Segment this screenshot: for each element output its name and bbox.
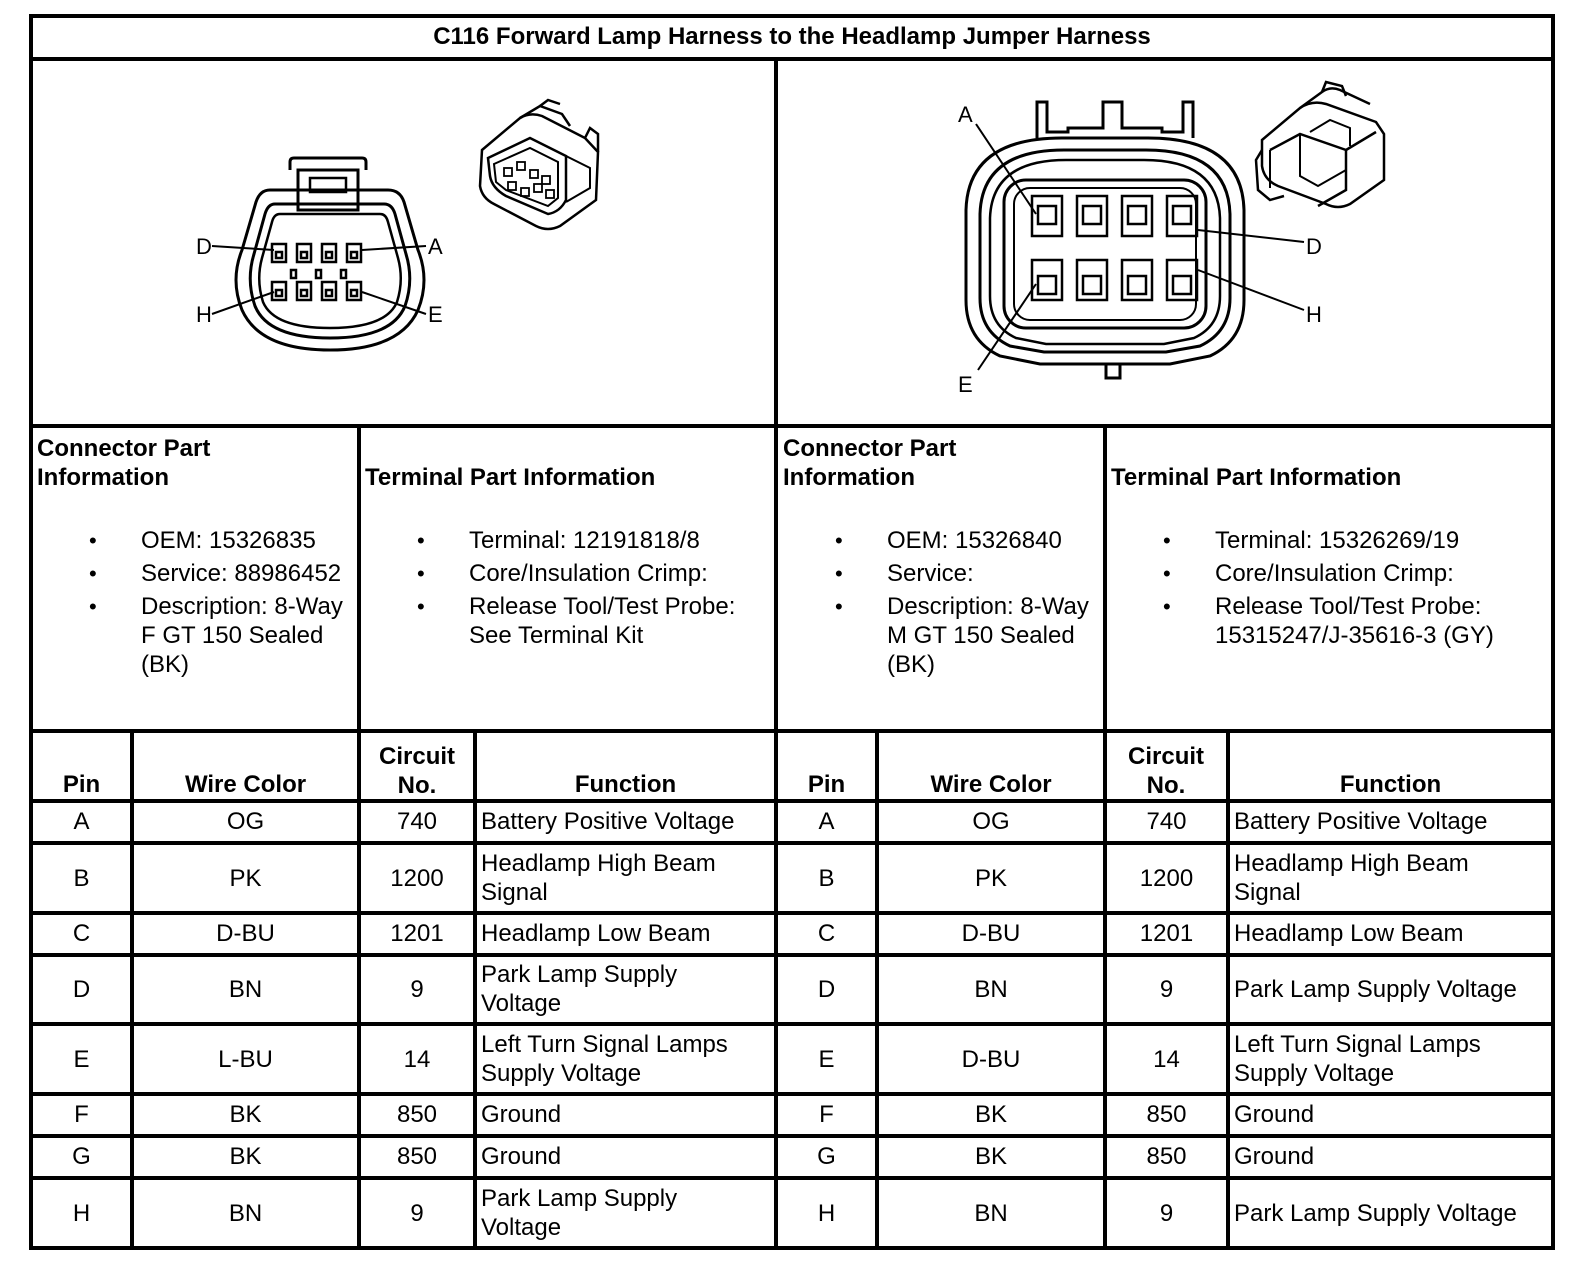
- table-cell-pin: B: [73, 865, 90, 892]
- terminal-info-list: [365, 526, 773, 654]
- male-cavities: [1032, 196, 1197, 300]
- table-cell-pin: D: [817, 976, 836, 1003]
- col-header-pin: Pin: [807, 771, 846, 798]
- table-cell-circuit: 740: [396, 808, 438, 835]
- female-connector-face: [212, 158, 426, 350]
- table-cell-circuit: 850: [1146, 1143, 1187, 1170]
- col-header-function: Function: [574, 771, 677, 798]
- male-connector-face: [966, 102, 1304, 378]
- table-cell-function: Headlamp High Beam Signal: [481, 850, 716, 906]
- table-cell-circuit: 850: [396, 1143, 438, 1170]
- female-cavities: [272, 244, 361, 300]
- table-cell-function: Left Turn Signal Lamps Supply Voltage: [481, 1031, 728, 1087]
- table-cell-circuit: 1200: [390, 865, 444, 892]
- male-connector-iso: [1256, 82, 1384, 207]
- terminal-info-item: • Terminal: 15326269/19: [1111, 526, 1551, 555]
- table-cell-function: Ground: [1234, 1101, 1315, 1128]
- table-cell-wire: BK: [974, 1101, 1007, 1128]
- table-cell-wire: BK: [974, 1143, 1007, 1170]
- table-cell-circuit: 9: [410, 976, 424, 1003]
- table-cell-pin: E: [818, 1046, 835, 1073]
- table-cell-wire: BN: [228, 1200, 263, 1227]
- table-cell-function: Park Lamp Supply Voltage: [481, 1185, 678, 1241]
- table-cell-circuit: 1201: [390, 920, 444, 947]
- table-cell-pin: E: [73, 1046, 90, 1073]
- table-cell-wire: D-BU: [216, 920, 275, 947]
- col-header-function: Function: [1339, 771, 1442, 798]
- pin-label-d: D: [196, 234, 212, 259]
- table-cell-function: Park Lamp Supply Voltage: [1234, 976, 1517, 1003]
- pin-label-a: A: [428, 234, 443, 259]
- table-cell-wire: D-BU: [961, 920, 1021, 947]
- terminal-info-item: • Core/Insulation Crimp:: [1111, 559, 1551, 588]
- terminal-info-heading: Terminal Part Information: [1111, 464, 1402, 491]
- table-cell-wire: BK: [229, 1143, 262, 1170]
- table-cell-circuit: 9: [1159, 1200, 1174, 1227]
- col-header-wire-color: Wire Color: [184, 771, 307, 798]
- female-leader-lines: [212, 246, 426, 314]
- table-cell-function: Headlamp Low Beam: [481, 920, 711, 947]
- table-cell-function: Ground: [481, 1143, 562, 1170]
- table-cell-pin: A: [818, 808, 835, 835]
- terminal-info-item: • Release Tool/Test Probe: See Terminal Kit: [365, 592, 773, 650]
- table-cell-function: Headlamp Low Beam: [1234, 920, 1464, 947]
- table-cell-circuit: 9: [1159, 976, 1174, 1003]
- terminal-info-item: • Release Tool/Test Probe: 15315247/J-35616-3 (GY): [1111, 592, 1551, 650]
- pin-label-d: D: [1306, 234, 1322, 259]
- table-cell-pin: C: [72, 920, 91, 947]
- table-cell-function: Battery Positive Voltage: [1234, 808, 1488, 835]
- connector-info-item: • Service: 88986452: [37, 559, 357, 588]
- table-cell-wire: L-BU: [218, 1046, 273, 1073]
- connector-info-heading: Connector Part Information: [37, 435, 211, 491]
- table-cell-wire: D-BU: [961, 1046, 1021, 1073]
- table-cell-circuit: 1200: [1139, 865, 1194, 892]
- table-cell-wire: PK: [229, 865, 262, 892]
- table-cell-circuit: 14: [403, 1046, 431, 1073]
- page-title: C116 Forward Lamp Harness to the Headlamp Jumper Harness: [433, 23, 1151, 50]
- pin-label-a: A: [958, 102, 973, 127]
- table-cell-pin: B: [818, 865, 835, 892]
- col-header-pin: Pin: [62, 771, 101, 798]
- terminal-info-item: • Core/Insulation Crimp:: [365, 559, 773, 588]
- col-header-circuit: Circuit No.: [379, 743, 456, 799]
- col-header-wire-color: Wire Color: [930, 771, 1052, 798]
- pin-label-h: H: [1306, 302, 1322, 327]
- terminal-info-heading: Terminal Part Information: [365, 464, 656, 491]
- table-cell-pin: G: [817, 1143, 836, 1170]
- table-cell-pin: F: [819, 1101, 834, 1128]
- connector-info-item: • OEM: 15326840: [783, 526, 1103, 555]
- connector-info-item: • OEM: 15326835: [37, 526, 357, 555]
- table-cell-circuit: 1201: [1139, 920, 1194, 947]
- connector-info-list: [783, 526, 1103, 683]
- table-cell-circuit: 740: [1146, 808, 1187, 835]
- table-cell-function: Left Turn Signal Lamps Supply Voltage: [1234, 1031, 1481, 1087]
- female-connector-iso: [480, 100, 598, 229]
- table-cell-pin: C: [817, 920, 836, 947]
- connector-info-list: [37, 526, 357, 683]
- connector-info-heading: Connector Part Information: [783, 435, 957, 491]
- table-cell-wire: BK: [229, 1101, 262, 1128]
- table-cell-wire: BN: [228, 976, 263, 1003]
- table-cell-pin: D: [72, 976, 91, 1003]
- table-cell-wire: PK: [974, 865, 1007, 892]
- terminal-info-list: [1111, 526, 1551, 654]
- connector-info-item: • Service:: [783, 559, 1103, 588]
- table-cell-pin: A: [73, 808, 90, 835]
- table-cell-function: Battery Positive Voltage: [481, 808, 735, 835]
- table-cell-circuit: 9: [410, 1200, 424, 1227]
- terminal-info-item: • Terminal: 12191818/8: [365, 526, 773, 555]
- connector-info-item: • Description: 8-Way F GT 150 Sealed (BK): [37, 592, 357, 679]
- table-cell-function: Ground: [481, 1101, 562, 1128]
- table-cell-circuit: 14: [1153, 1046, 1180, 1073]
- table-cell-function: Ground: [1234, 1143, 1315, 1170]
- table-cell-circuit: 850: [396, 1101, 438, 1128]
- table-cell-circuit: 850: [1146, 1101, 1187, 1128]
- table-cell-wire: BN: [974, 1200, 1008, 1227]
- table-cell-pin: H: [817, 1200, 836, 1227]
- table-cell-pin: G: [72, 1143, 91, 1170]
- table-cell-wire: OG: [972, 808, 1010, 835]
- table-cell-wire: OG: [226, 808, 265, 835]
- pin-label-e: E: [958, 372, 973, 397]
- connector-info-item: • Description: 8-Way M GT 150 Sealed (BK): [783, 592, 1103, 679]
- pin-label-h: H: [196, 302, 212, 327]
- table-cell-pin: F: [74, 1101, 89, 1128]
- col-header-circuit: Circuit No.: [1128, 743, 1205, 799]
- table-cell-pin: H: [72, 1200, 91, 1227]
- table-cell-wire: BN: [974, 976, 1008, 1003]
- table-cell-function: Park Lamp Supply Voltage: [1234, 1200, 1517, 1227]
- table-cell-function: Headlamp High Beam Signal: [1234, 850, 1469, 906]
- table-cell-function: Park Lamp Supply Voltage: [481, 961, 678, 1017]
- pin-label-e: E: [428, 302, 443, 327]
